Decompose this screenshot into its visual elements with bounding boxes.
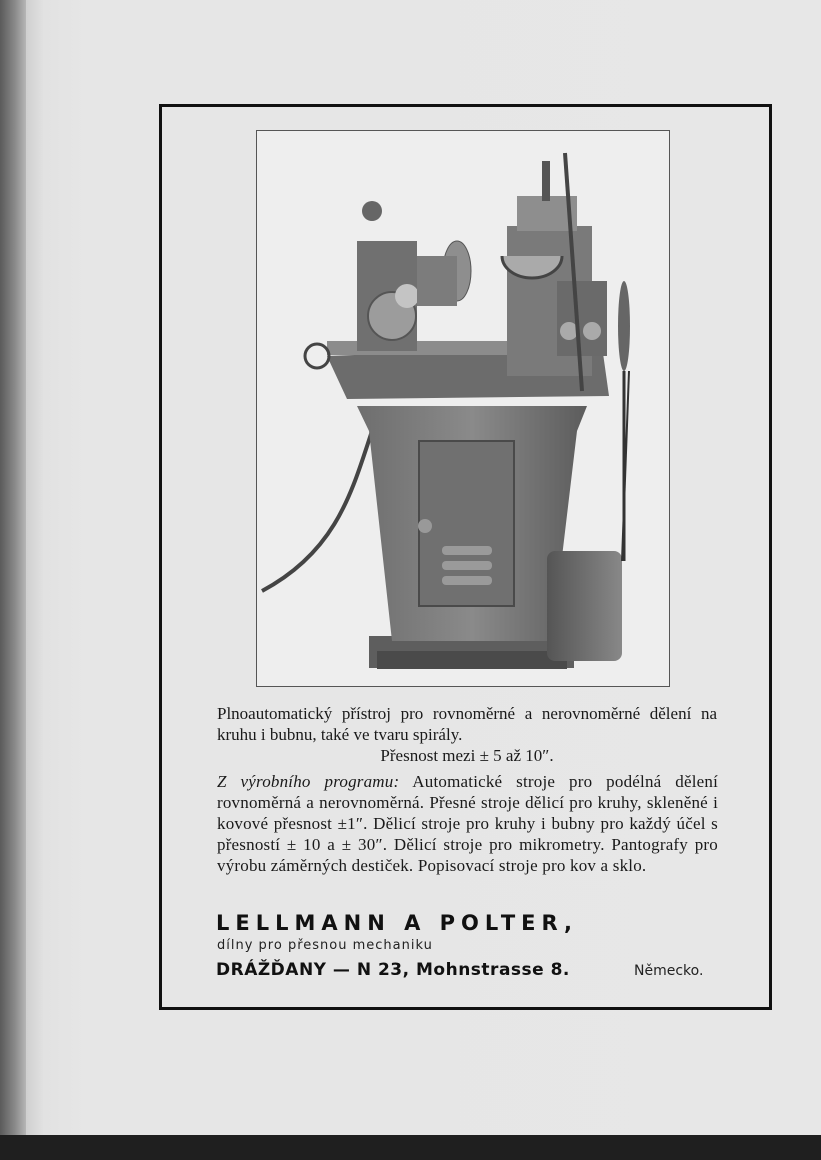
company-subtitle: dílny pro přesnou mechaniku: [217, 938, 433, 953]
caption-line-2: Přesnost mezi ± 5 až 10″.: [380, 746, 554, 765]
page-bottom-shadow: [0, 1135, 821, 1160]
dividing-machine-illustration: [257, 131, 670, 687]
production-program-paragraph: [217, 771, 718, 876]
company-country: Německo.: [634, 963, 704, 979]
product-caption: [217, 703, 717, 766]
book-binding-edge: [0, 0, 26, 1160]
company-address: DRÁŽĎANY — N 23, Mohnstrasse 8.: [216, 960, 570, 980]
machine-photograph: [256, 130, 670, 687]
program-lead: Z výrobního programu:: [217, 772, 400, 791]
caption-line-1: Plnoautomatický přístroj pro rovnoměrné a nerovnoměrné dělení na kruhu i bubnu, také ve tvaru spirály.: [217, 704, 717, 744]
company-name: LELLMANN A POLTER,: [216, 911, 579, 935]
program-text: Automatické stroje pro podélná dělení rovnoměrná a nerovnoměrná. Přesné stroje dělicí pro kruhy, skleněné i kovové přesnost ±1″. Dělicí stroje pro kruhy i bubny pro každý účel s přesností ± 10 a ± 30″. Dělicí stroje pro mikrometry. Pantografy pro výrobu záměrných destiček. Popisovací stroje pro kov a sklo.: [217, 772, 719, 875]
